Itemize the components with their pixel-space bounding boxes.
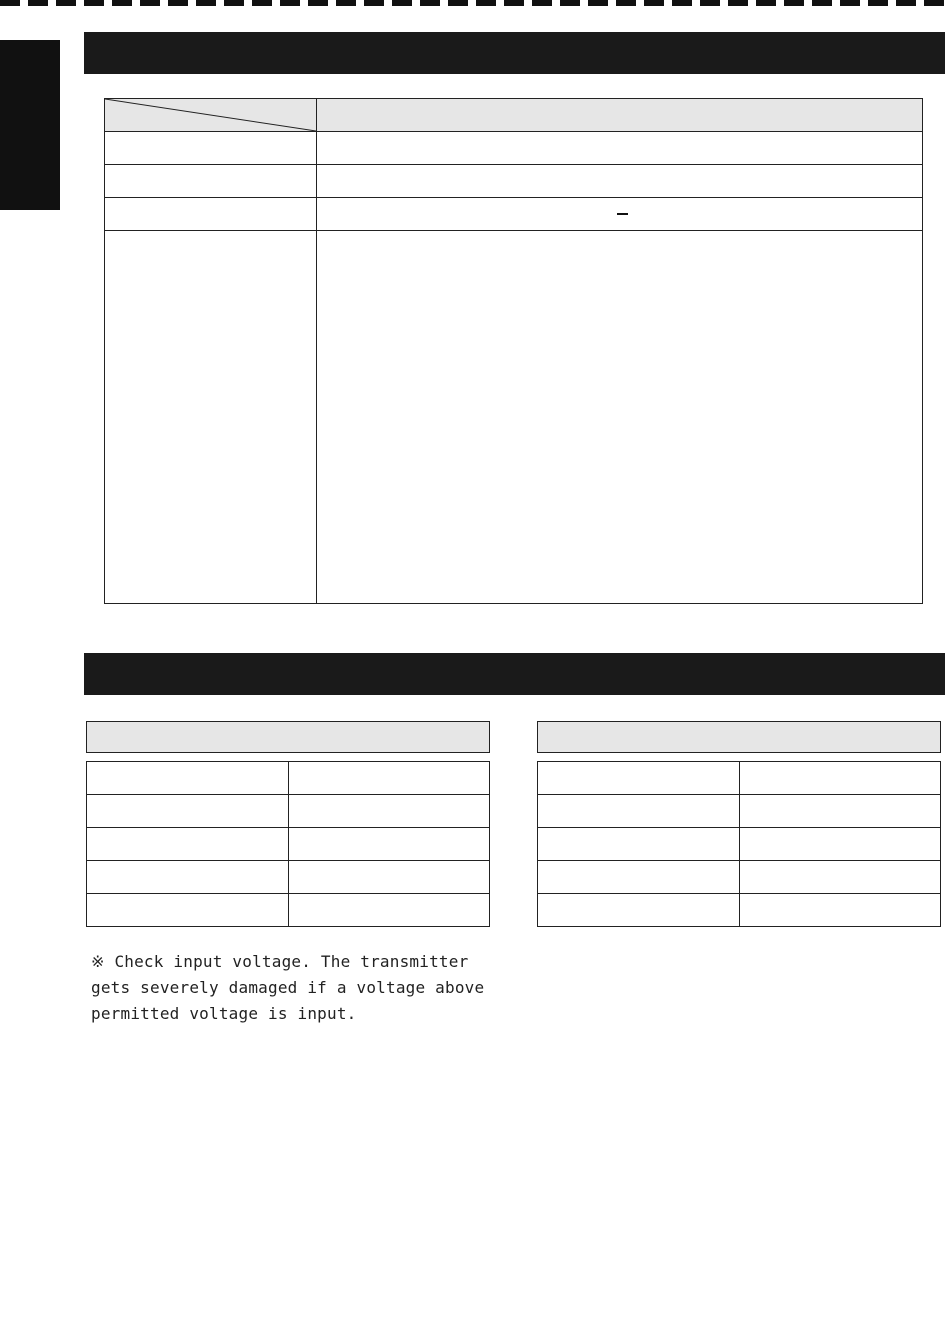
table-row (105, 165, 923, 198)
value-cell (317, 165, 923, 198)
pin-table-title-row (538, 722, 941, 753)
table-row (105, 132, 923, 165)
pin-table-title-cell (87, 722, 490, 753)
side-tab-marker (0, 40, 60, 210)
table-row (538, 894, 941, 927)
table-row (538, 762, 941, 795)
specifications-table (104, 98, 923, 604)
pin-table-title-cell (538, 722, 941, 753)
table-row (538, 795, 941, 828)
pin-table-title-row (87, 722, 490, 753)
table-row (538, 828, 941, 861)
dash-mark (617, 213, 628, 215)
label-cell (105, 231, 317, 604)
table-row (538, 861, 941, 894)
table-row (87, 894, 490, 927)
table-row (87, 861, 490, 894)
value-cell (317, 132, 923, 165)
table-row (105, 198, 923, 231)
table-row (87, 795, 490, 828)
section-header-bar-wiring (84, 653, 945, 695)
pin-table-right (537, 721, 941, 927)
section-header-bar-specifications (84, 32, 945, 74)
voltage-warning-note: ※ Check input voltage. The transmitter gets severely damaged if a voltage above permitted voltage is input. (91, 952, 485, 1023)
label-cell (105, 132, 317, 165)
value-cell (317, 231, 923, 604)
table-header-row (105, 99, 923, 132)
table-row (87, 762, 490, 795)
pin-table-left (86, 721, 490, 927)
label-cell (105, 165, 317, 198)
top-dashed-border (0, 0, 945, 6)
table-row (87, 828, 490, 861)
header-cell (317, 99, 923, 132)
label-cell (105, 198, 317, 231)
diagonal-line (105, 99, 316, 131)
table-row (105, 231, 923, 604)
diagonal-header-cell (105, 99, 317, 132)
